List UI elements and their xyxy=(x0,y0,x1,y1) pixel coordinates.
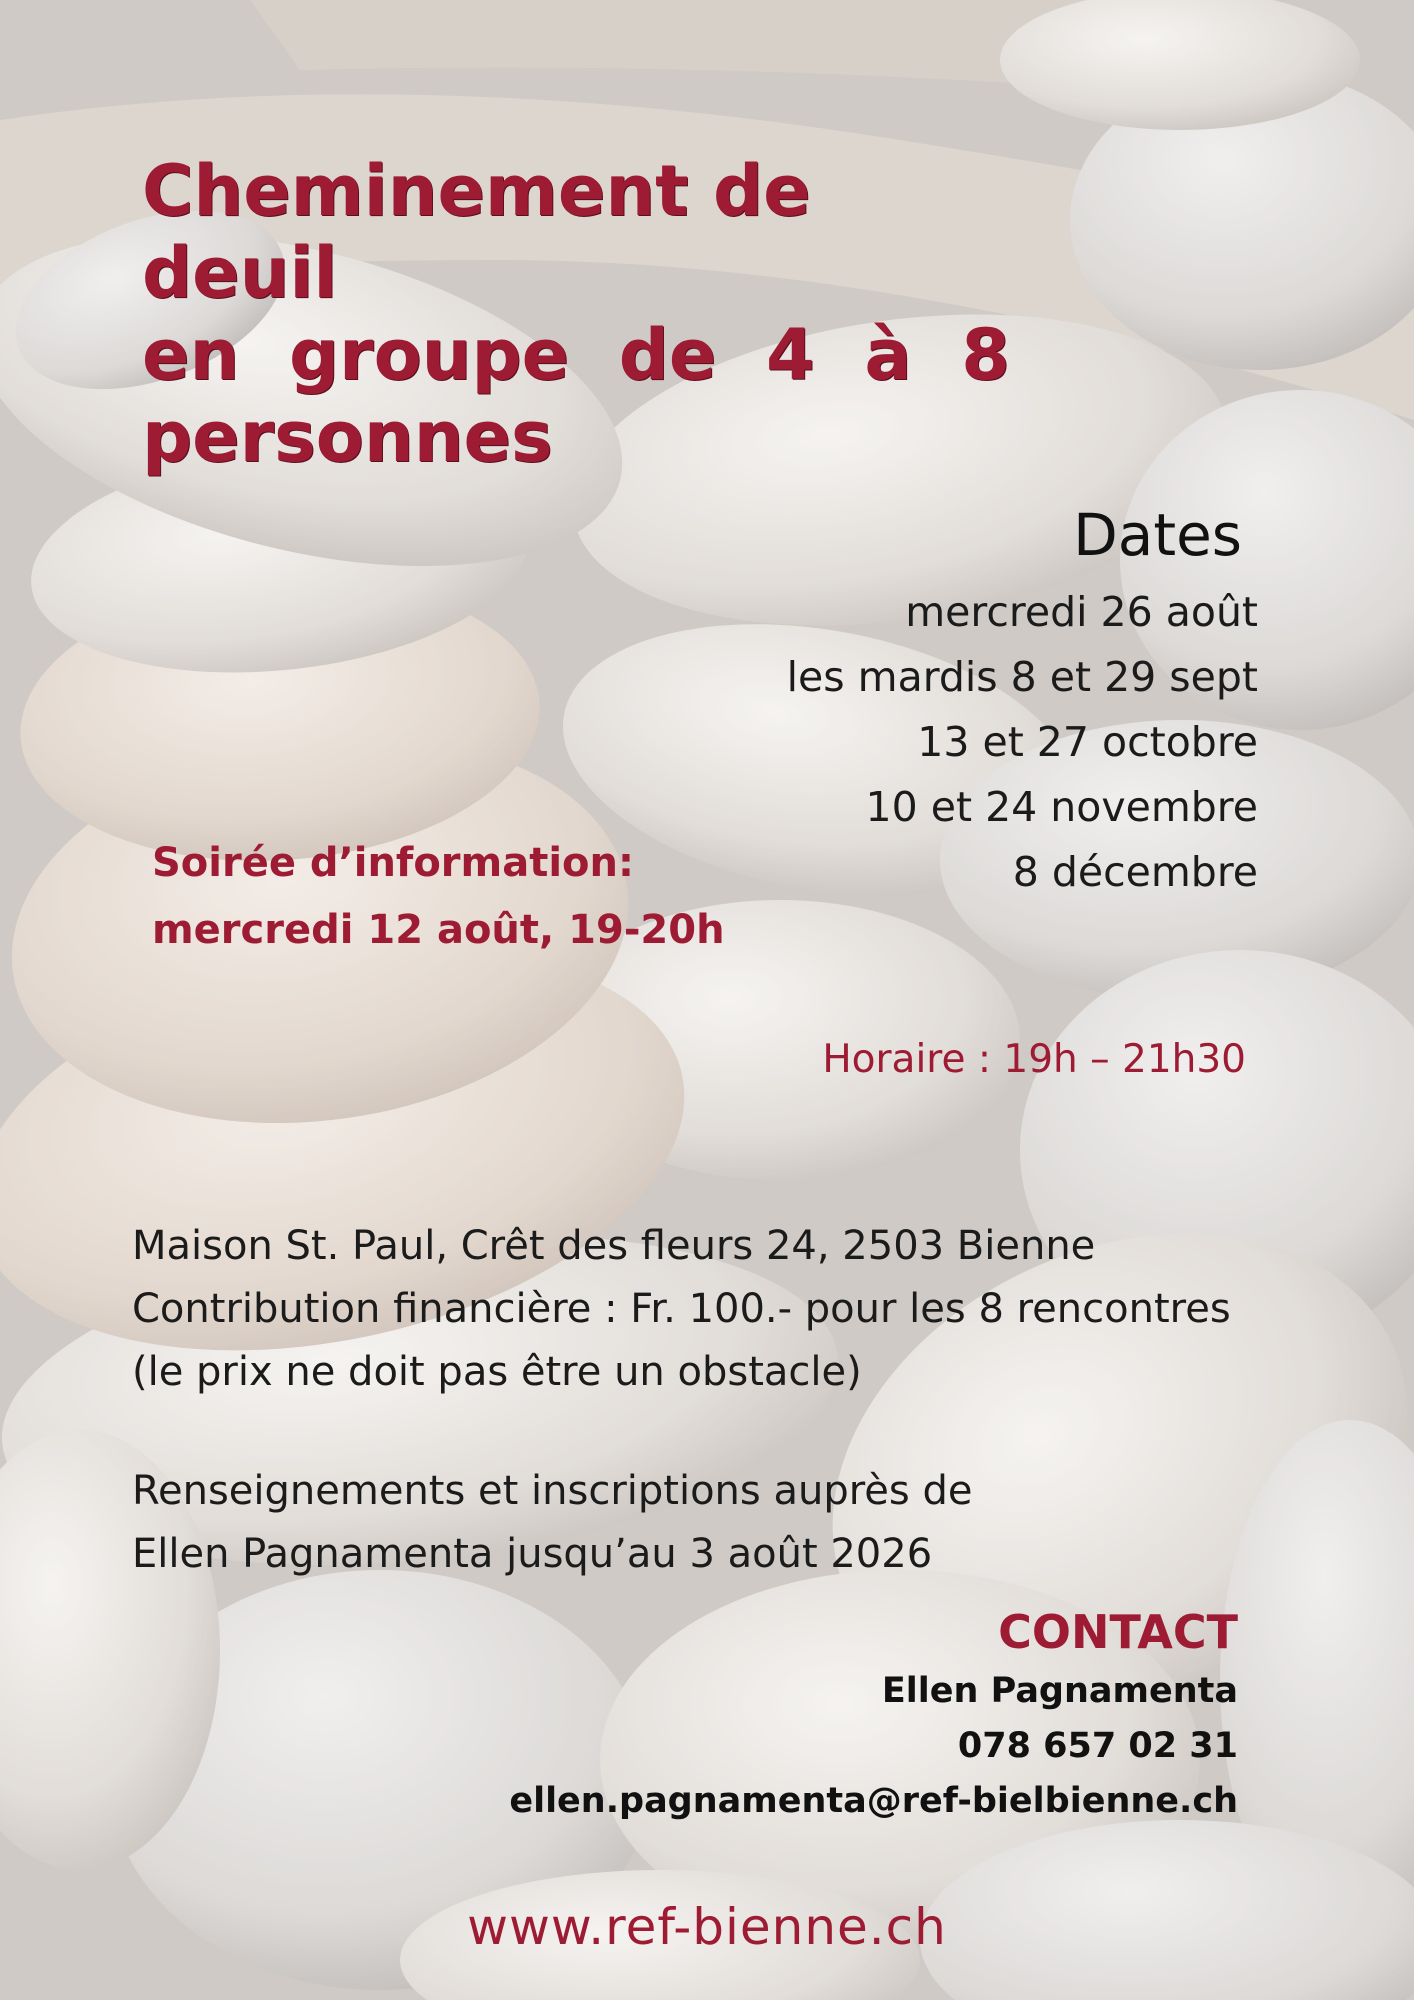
registration-info xyxy=(132,1460,1132,1586)
info-evening-label: Soirée d’information: xyxy=(152,840,634,886)
date-item: 8 décembre xyxy=(1012,848,1258,896)
title-word: 4 xyxy=(765,314,815,396)
venue-details xyxy=(132,1215,1282,1404)
title-line-1: Cheminement de deuil xyxy=(142,150,811,314)
schedule-hours: Horaire : 19h – 21h30 xyxy=(822,1037,1246,1082)
date-item: 10 et 24 novembre xyxy=(865,783,1258,831)
info-evening xyxy=(152,830,772,964)
venue-fee: Contribution financière : Fr. 100.- pour les 8 rencontres xyxy=(132,1286,1231,1332)
info-evening-date: mercredi 12 août, 19-20h xyxy=(152,907,725,953)
page-title xyxy=(142,150,1022,478)
date-item: 13 et 27 octobre xyxy=(917,718,1258,766)
contact-name: Ellen Pagnamenta xyxy=(881,1671,1238,1711)
registration-line: Renseignements et inscriptions auprès de xyxy=(132,1468,973,1514)
title-word: à xyxy=(864,314,912,396)
contact-block xyxy=(338,1600,1238,1829)
registration-line: Ellen Pagnamenta jusqu’au 3 août 2026 xyxy=(132,1531,933,1577)
dates-heading: Dates xyxy=(1073,501,1242,569)
title-word: de xyxy=(618,314,717,396)
website-link[interactable]: www.ref-bienne.ch xyxy=(467,1898,947,1956)
contact-email[interactable]: ellen.pagnamenta@ref-bielbienne.ch xyxy=(509,1781,1238,1821)
venue-fee-note: (le prix ne doit pas être un obstacle) xyxy=(132,1349,862,1395)
title-word: 8 xyxy=(961,314,1010,396)
contact-label: CONTACT xyxy=(998,1605,1238,1659)
title-word: en xyxy=(142,314,240,396)
title-word: groupe xyxy=(288,314,570,396)
venue-address: Maison St. Paul, Crêt des fleurs 24, 2503 Bienne xyxy=(132,1223,1096,1269)
contact-phone[interactable]: 078 657 02 31 xyxy=(957,1726,1238,1766)
date-item: les mardis 8 et 29 sept xyxy=(786,653,1258,701)
title-line-3: personnes xyxy=(142,396,553,478)
date-item: mercredi 26 août xyxy=(905,588,1258,636)
title-line-2 xyxy=(142,314,1010,396)
